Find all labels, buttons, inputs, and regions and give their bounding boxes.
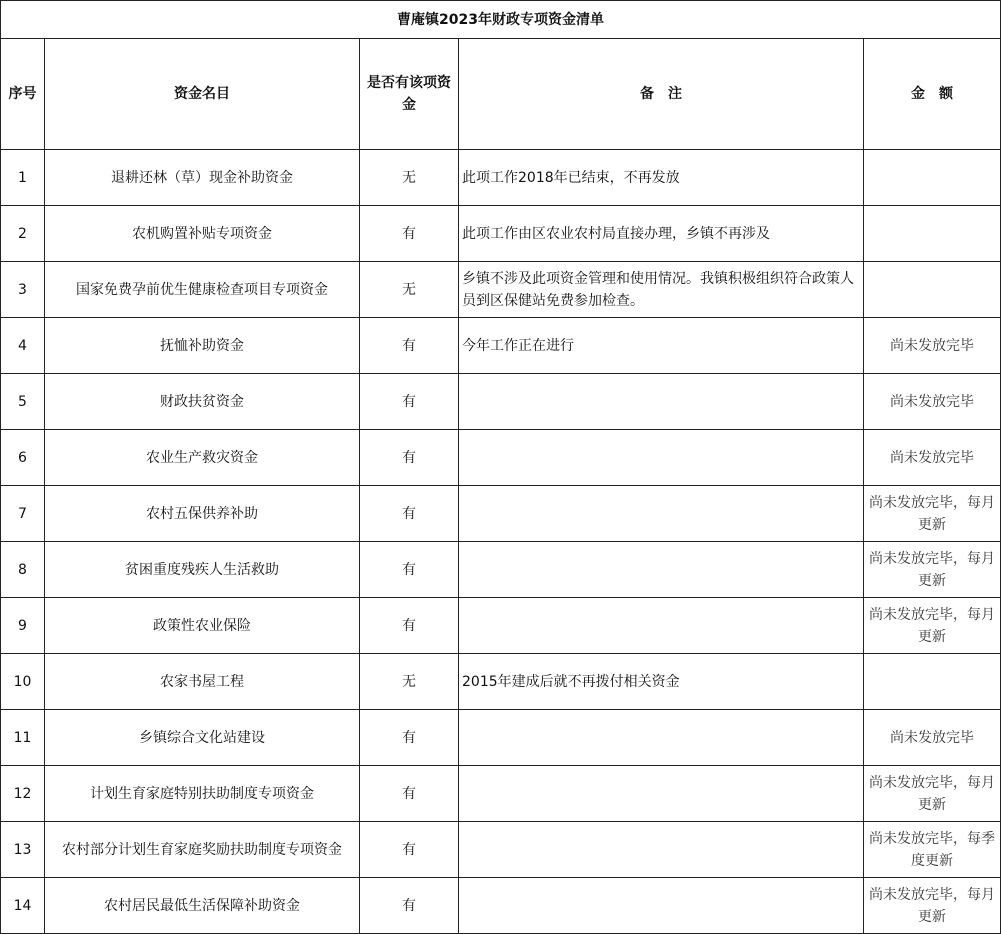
note-cell xyxy=(459,542,864,598)
fund-name-cell: 贫困重度残疾人生活救助 xyxy=(45,542,360,598)
amount-cell: 尚未发放完毕，每季度更新 xyxy=(864,822,1001,878)
note-cell: 2015年建成后就不再拨付相关资金 xyxy=(459,654,864,710)
header-row xyxy=(1,39,1001,150)
has-fund-cell: 有 xyxy=(360,878,459,934)
has-fund-cell: 有 xyxy=(360,542,459,598)
table-row xyxy=(1,206,1001,262)
amount-cell: 尚未发放完毕 xyxy=(864,710,1001,766)
note-cell: 乡镇不涉及此项资金管理和使用情况。我镇积极组织符合政策人员到区保健站免费参加检查。 xyxy=(459,262,864,318)
amount-cell xyxy=(864,654,1001,710)
has-fund-cell: 有 xyxy=(360,206,459,262)
has-fund-cell: 有 xyxy=(360,710,459,766)
header-amount: 金 额 xyxy=(864,39,1001,150)
amount-cell: 尚未发放完毕，每月更新 xyxy=(864,766,1001,822)
has-fund-cell: 有 xyxy=(360,318,459,374)
amount-cell: 尚未发放完毕，每月更新 xyxy=(864,598,1001,654)
row-index-cell: 5 xyxy=(1,374,45,430)
row-index-cell: 8 xyxy=(1,542,45,598)
header-has-fund: 是否有该项资金 xyxy=(360,39,459,150)
table-row xyxy=(1,542,1001,598)
fund-name-cell: 农家书屋工程 xyxy=(45,654,360,710)
row-index-cell: 6 xyxy=(1,430,45,486)
note-cell xyxy=(459,766,864,822)
row-index-cell: 11 xyxy=(1,710,45,766)
has-fund-cell: 无 xyxy=(360,262,459,318)
amount-cell xyxy=(864,150,1001,206)
amount-cell: 尚未发放完毕 xyxy=(864,318,1001,374)
amount-cell xyxy=(864,262,1001,318)
has-fund-cell: 有 xyxy=(360,430,459,486)
note-cell xyxy=(459,486,864,542)
table-row xyxy=(1,150,1001,206)
row-index-cell: 9 xyxy=(1,598,45,654)
note-cell xyxy=(459,430,864,486)
table-row xyxy=(1,262,1001,318)
table-row xyxy=(1,710,1001,766)
fund-name-cell: 政策性农业保险 xyxy=(45,598,360,654)
has-fund-cell: 无 xyxy=(360,654,459,710)
has-fund-cell: 无 xyxy=(360,150,459,206)
fund-name-cell: 农村居民最低生活保障补助资金 xyxy=(45,878,360,934)
table-row xyxy=(1,878,1001,934)
note-cell xyxy=(459,878,864,934)
note-cell: 此项工作2018年已结束，不再发放 xyxy=(459,150,864,206)
table-row xyxy=(1,822,1001,878)
fund-name-cell: 财政扶贫资金 xyxy=(45,374,360,430)
note-cell: 今年工作正在进行 xyxy=(459,318,864,374)
table-row xyxy=(1,598,1001,654)
note-cell xyxy=(459,710,864,766)
has-fund-cell: 有 xyxy=(360,374,459,430)
row-index-cell: 12 xyxy=(1,766,45,822)
amount-cell: 尚未发放完毕，每月更新 xyxy=(864,878,1001,934)
row-index-cell: 14 xyxy=(1,878,45,934)
has-fund-cell: 有 xyxy=(360,486,459,542)
fund-name-cell: 农村部分计划生育家庭奖励扶助制度专项资金 xyxy=(45,822,360,878)
table-row xyxy=(1,766,1001,822)
fund-name-cell: 国家免费孕前优生健康检查项目专项资金 xyxy=(45,262,360,318)
fund-name-cell: 农机购置补贴专项资金 xyxy=(45,206,360,262)
row-index-cell: 1 xyxy=(1,150,45,206)
amount-cell: 尚未发放完毕 xyxy=(864,430,1001,486)
row-index-cell: 10 xyxy=(1,654,45,710)
has-fund-cell: 有 xyxy=(360,822,459,878)
amount-cell: 尚未发放完毕，每月更新 xyxy=(864,542,1001,598)
header-fund-name: 资金名目 xyxy=(45,39,360,150)
fund-name-cell: 乡镇综合文化站建设 xyxy=(45,710,360,766)
fund-name-cell: 退耕还林（草）现金补助资金 xyxy=(45,150,360,206)
table-row xyxy=(1,486,1001,542)
row-index-cell: 3 xyxy=(1,262,45,318)
note-cell xyxy=(459,598,864,654)
has-fund-cell: 有 xyxy=(360,766,459,822)
note-cell xyxy=(459,822,864,878)
row-index-cell: 13 xyxy=(1,822,45,878)
header-index: 序号 xyxy=(1,39,45,150)
amount-cell: 尚未发放完毕，每月更新 xyxy=(864,486,1001,542)
amount-cell: 尚未发放完毕 xyxy=(864,374,1001,430)
fund-name-cell: 农业生产救灾资金 xyxy=(45,430,360,486)
row-index-cell: 7 xyxy=(1,486,45,542)
table-row xyxy=(1,654,1001,710)
note-cell xyxy=(459,374,864,430)
fund-name-cell: 抚恤补助资金 xyxy=(45,318,360,374)
header-note: 备 注 xyxy=(459,39,864,150)
row-index-cell: 4 xyxy=(1,318,45,374)
table-row xyxy=(1,318,1001,374)
table-title: 曹庵镇2023年财政专项资金清单 xyxy=(1,1,1001,39)
amount-cell xyxy=(864,206,1001,262)
fund-name-cell: 计划生育家庭特别扶助制度专项资金 xyxy=(45,766,360,822)
table-row xyxy=(1,374,1001,430)
has-fund-cell: 有 xyxy=(360,598,459,654)
note-cell: 此项工作由区农业农村局直接办理，乡镇不再涉及 xyxy=(459,206,864,262)
table-row xyxy=(1,430,1001,486)
row-index-cell: 2 xyxy=(1,206,45,262)
fund-name-cell: 农村五保供养补助 xyxy=(45,486,360,542)
